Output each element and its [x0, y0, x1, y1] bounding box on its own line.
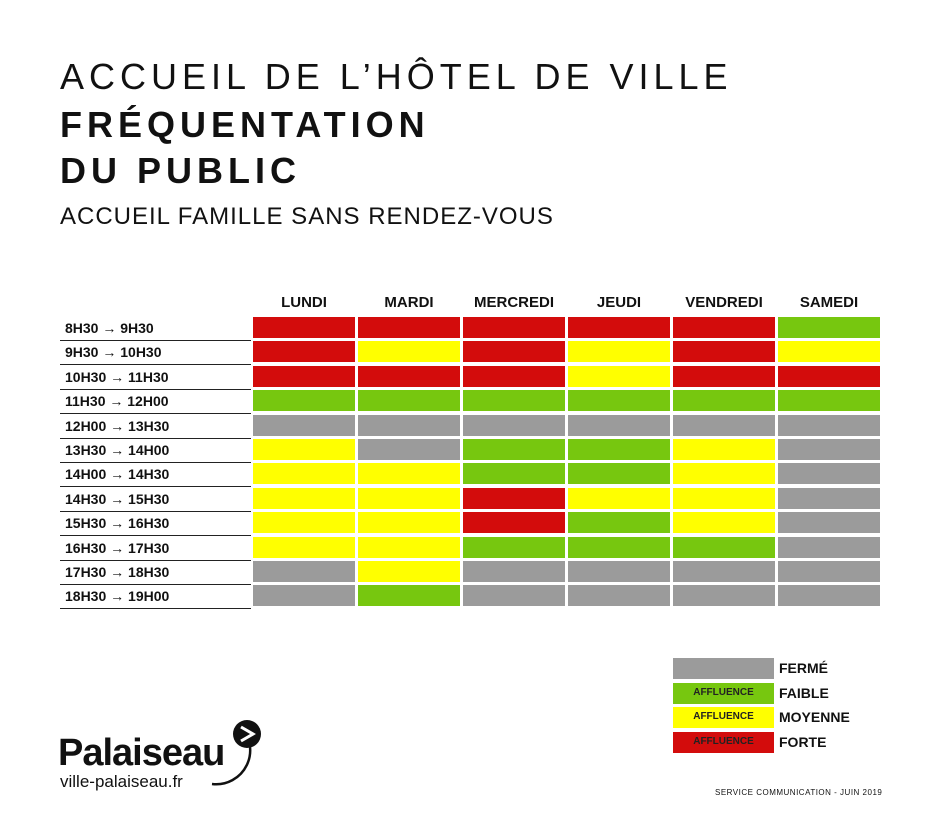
- heatmap-cell: [463, 512, 565, 533]
- heatmap-cell: [253, 561, 355, 582]
- time-slot-row: [60, 414, 251, 439]
- heatmap-cell: [358, 390, 460, 411]
- legend-label: FERMÉ: [779, 660, 828, 676]
- heatmap-cell: [568, 366, 670, 387]
- time-slot-row: [60, 584, 251, 609]
- heatmap-cell: [568, 439, 670, 460]
- heatmap-cell: [778, 463, 880, 484]
- heatmap-cell: [778, 366, 880, 387]
- heatmap-cell: [463, 415, 565, 436]
- heatmap-cell: [568, 488, 670, 509]
- title-line-1: ACCUEIL DE L’HÔTEL DE VILLE: [60, 56, 733, 97]
- heatmap-cell: [253, 317, 355, 338]
- day-header: MARDI: [384, 294, 434, 311]
- time-slot-row: [60, 365, 251, 390]
- time-slot-row: [60, 511, 251, 536]
- time-slot-label: 18H30 → 19H00: [65, 588, 170, 605]
- subtitle: ACCUEIL FAMILLE SANS RENDEZ-VOUS: [60, 203, 554, 230]
- day-header: JEUDI: [596, 294, 642, 311]
- heatmap-cell: [358, 561, 460, 582]
- heatmap-cell: [463, 537, 565, 558]
- heatmap-cell: [778, 415, 880, 436]
- heatmap-cell: [358, 366, 460, 387]
- heatmap-cell: [253, 341, 355, 362]
- heatmap-cell: [253, 439, 355, 460]
- heatmap-cell: [673, 317, 775, 338]
- heatmap-cell: [673, 366, 775, 387]
- heatmap-cell: [673, 488, 775, 509]
- heatmap-cell: [358, 317, 460, 338]
- day-header: LUNDI: [281, 294, 327, 311]
- day-header: SAMEDI: [799, 294, 859, 311]
- legend-label: FAIBLE: [779, 684, 829, 701]
- time-slot-label: 13H30 → 14H00: [65, 442, 170, 458]
- time-slot-row: [60, 536, 251, 561]
- time-slot-row: [60, 487, 251, 512]
- heatmap-cell: [673, 439, 775, 460]
- heatmap-cell: [673, 561, 775, 582]
- heatmap-cell: [568, 512, 670, 533]
- heatmap-cell: [358, 415, 460, 436]
- time-slot-label: 16H30 → 17H30: [65, 539, 170, 556]
- day-header: VENDREDI: [685, 294, 763, 311]
- heatmap-cell: [358, 341, 460, 362]
- time-slot-label: 14H30 → 15H30: [65, 490, 170, 507]
- legend-swatch-text: AFFLUENCE: [693, 686, 754, 698]
- legend-swatch: [673, 732, 774, 753]
- heatmap-cell: [673, 463, 775, 484]
- heatmap-cell: [463, 390, 565, 411]
- legend-label: FORTE: [779, 733, 827, 750]
- title-line-2: FRÉQUENTATION: [60, 104, 430, 145]
- legend-swatch-text: AFFLUENCE: [693, 711, 754, 722]
- heatmap-cell: [253, 463, 355, 484]
- heatmap-cell: [463, 488, 565, 509]
- legend-swatch: [673, 707, 774, 728]
- heatmap-cell: [568, 317, 670, 338]
- heatmap-cell: [253, 415, 355, 436]
- heatmap-cell: [673, 341, 775, 362]
- heatmap-cell: [568, 415, 670, 436]
- heatmap-cell: [673, 390, 775, 411]
- legend-label: MOYENNE: [779, 709, 850, 725]
- heatmap-cell: [463, 585, 565, 606]
- heatmap-cell: [568, 341, 670, 362]
- heatmap-cell: [778, 537, 880, 558]
- time-slot-label: 9H30 → 10H30: [65, 344, 162, 361]
- heatmap-cell: [358, 463, 460, 484]
- heatmap-cell: [778, 317, 880, 338]
- heatmap-cell: [673, 415, 775, 436]
- heatmap-cell: [358, 488, 460, 509]
- heatmap-cell: [778, 512, 880, 533]
- heatmap-cell: [673, 537, 775, 558]
- time-slot-label: 14H00 → 14H30: [65, 466, 170, 483]
- heatmap-cell: [358, 439, 460, 460]
- heatmap-cell: [253, 366, 355, 387]
- heatmap-cell: [463, 366, 565, 387]
- heatmap-cell: [778, 488, 880, 509]
- heatmap-cell: [358, 585, 460, 606]
- time-slot-row: [60, 316, 251, 341]
- time-slot-row: [60, 560, 251, 585]
- heatmap-cell: [568, 561, 670, 582]
- logo-arrow-icon: [200, 712, 262, 792]
- heatmap-cell: [778, 341, 880, 362]
- heatmap-cell: [253, 537, 355, 558]
- heatmap-cell: [778, 439, 880, 460]
- heatmap-cell: [568, 585, 670, 606]
- heatmap-cell: [673, 585, 775, 606]
- heatmap-cell: [463, 561, 565, 582]
- heatmap-cell: [463, 439, 565, 460]
- heatmap-cell: [778, 561, 880, 582]
- time-slot-row: [60, 340, 251, 365]
- title-line-3: DU PUBLIC: [60, 150, 301, 191]
- time-slot-label: 8H30 → 9H30: [65, 320, 154, 336]
- day-header: MERCREDI: [473, 294, 554, 311]
- heatmap-cell: [568, 390, 670, 411]
- footer-credit: SERVICE COMMUNICATION - JUIN 2019: [715, 788, 883, 797]
- time-slot-label: 15H30 → 16H30: [65, 515, 170, 532]
- heatmap-cell: [358, 537, 460, 558]
- heatmap-cell: [253, 512, 355, 533]
- heatmap-cell: [253, 390, 355, 411]
- heatmap-cell: [358, 512, 460, 533]
- heatmap-cell: [253, 488, 355, 509]
- heatmap-cell: [463, 463, 565, 484]
- legend-swatch-text: AFFLUENCE: [693, 735, 754, 747]
- time-slot-label: 11H30 → 12H00: [65, 393, 169, 410]
- time-slot-label: 10H30 → 11H30: [65, 368, 169, 385]
- time-slot-row: [60, 462, 251, 487]
- heatmap-cell: [568, 537, 670, 558]
- logo-wordmark: Palaiseau: [58, 732, 225, 774]
- time-slot-label: 12H00 → 13H30: [65, 417, 170, 434]
- legend-swatch: [673, 683, 774, 704]
- heatmap-cell: [253, 585, 355, 606]
- time-slot-row: [60, 438, 251, 463]
- logo-url: ville-palaiseau.fr: [60, 772, 183, 791]
- time-slot-label: 17H30 → 18H30: [65, 564, 170, 580]
- heatmap-cell: [673, 512, 775, 533]
- legend-swatch: [673, 658, 774, 679]
- heatmap-cell: [778, 390, 880, 411]
- heatmap-cell: [463, 317, 565, 338]
- time-slot-row: [60, 389, 251, 414]
- heatmap-cell: [463, 341, 565, 362]
- heatmap-cell: [778, 585, 880, 606]
- heatmap-cell: [568, 463, 670, 484]
